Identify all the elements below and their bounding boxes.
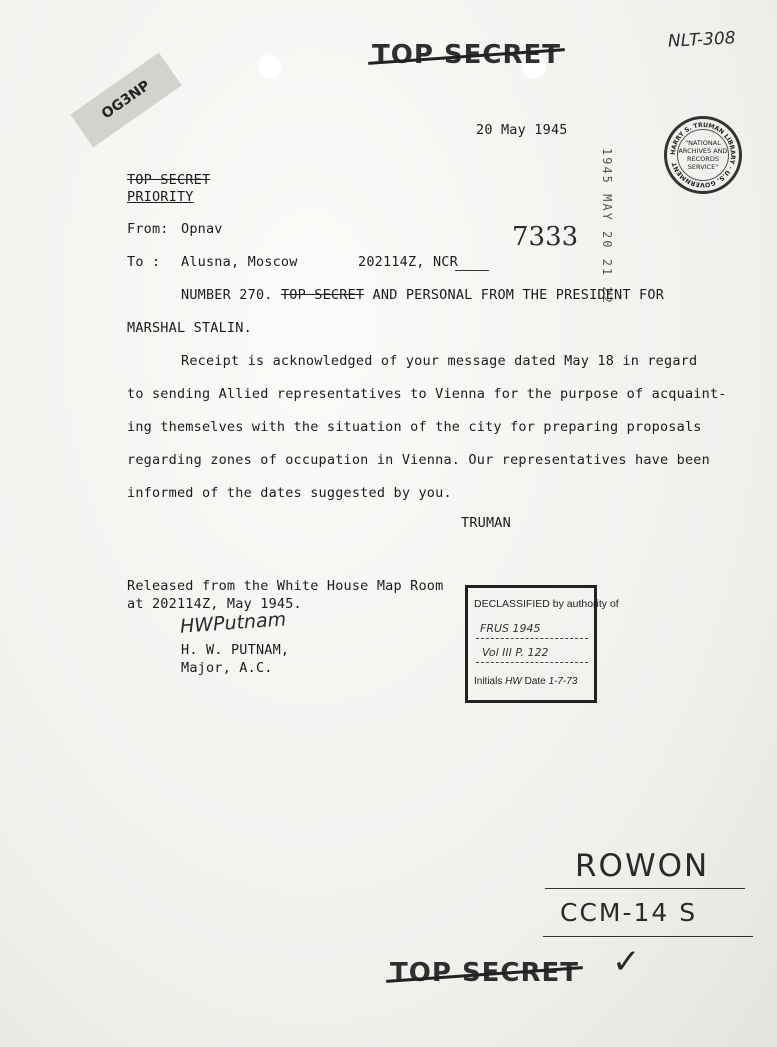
closing-signature: TRUMAN bbox=[461, 515, 511, 531]
release-line-2: at 202114Z, May 1945. bbox=[127, 596, 302, 612]
initials-value: HW bbox=[505, 676, 522, 687]
date-time-group: 202114Z, NCR bbox=[358, 254, 458, 270]
paragraph-line: informed of the dates suggested by you. bbox=[127, 485, 452, 501]
officer-rank: Major, A.C. bbox=[181, 660, 273, 676]
top-secret-stamp-top: TOP SECRET bbox=[372, 40, 562, 70]
seal-ring-text: HARRY S. TRUMAN LIBRARY · U.S. GOVERNMENT bbox=[669, 121, 737, 189]
archives-seal bbox=[664, 116, 742, 194]
file-code-rule-2 bbox=[543, 936, 753, 937]
release-line-1: Released from the White House Map Room bbox=[127, 578, 444, 594]
file-tab-label bbox=[70, 53, 181, 148]
paragraph-line: Receipt is acknowledged of your message dated May 18 in regard bbox=[181, 353, 698, 369]
from-label: From: bbox=[127, 221, 169, 237]
priority-label: PRIORITY bbox=[127, 189, 194, 205]
officer-name: H. W. PUTNAM, bbox=[181, 642, 290, 658]
paragraph-line: ing themselves with the situation of the city for preparing proposals bbox=[127, 419, 702, 435]
check-mark-icon: ✓ bbox=[612, 942, 641, 982]
punch-hole-left bbox=[258, 55, 282, 79]
paragraph-line: regarding zones of occupation in Vienna. Our representatives have been bbox=[127, 452, 710, 468]
from-value: Opnav bbox=[181, 221, 223, 237]
top-secret-stamp-bottom: TOP SECRET bbox=[390, 958, 580, 988]
addressing-text: AND PERSONAL FROM THE PRESIDENT FOR bbox=[372, 287, 665, 303]
paragraph-line: to sending Allied representatives to Vienna for the purpose of acquaint- bbox=[127, 386, 727, 402]
declassified-title: DECLASSIFIED by authority of bbox=[474, 598, 619, 610]
file-code-rowon: ROWON bbox=[575, 848, 710, 884]
seal-center bbox=[677, 129, 729, 181]
declassified-volume: Vol III P. 122 bbox=[482, 646, 549, 659]
declassified-stamp bbox=[465, 585, 619, 703]
body-line-1 bbox=[181, 287, 664, 303]
message-number: NUMBER 270. bbox=[181, 287, 273, 303]
date-label: Date bbox=[524, 676, 546, 687]
seal-center-text: "NATIONAL ARCHIVES AND RECORDS SERVICE" bbox=[678, 139, 728, 171]
initials-label: Initials bbox=[474, 676, 503, 687]
nlt-reference: NLT-308 bbox=[667, 28, 737, 52]
dtg-underline bbox=[455, 270, 489, 271]
to-label: To : bbox=[127, 254, 161, 270]
declassified-line-1 bbox=[476, 638, 588, 639]
received-time-stamp: 1945 MAY 20 21 22 bbox=[600, 148, 614, 305]
declassified-line-2 bbox=[476, 662, 588, 663]
date-value: 1-7-73 bbox=[548, 676, 578, 687]
declassified-initials-row bbox=[474, 676, 577, 687]
file-tab-text: OG3NP bbox=[98, 77, 154, 123]
declassified-authority: FRUS 1945 bbox=[480, 622, 541, 635]
message-number-stamp: 7333 bbox=[512, 222, 579, 252]
classification-struck: TOP SECRET bbox=[127, 172, 211, 188]
to-value: Alusna, Moscow bbox=[181, 254, 298, 270]
body-line-2: MARSHAL STALIN. bbox=[127, 320, 252, 336]
file-code-ccm: CCM-14 S bbox=[560, 898, 698, 927]
message-date: 20 May 1945 bbox=[476, 122, 568, 138]
file-code-rule-1 bbox=[545, 888, 745, 889]
handwritten-signature: HWPutnam bbox=[179, 608, 287, 638]
struck-classification: TOP SECRET bbox=[280, 287, 365, 303]
